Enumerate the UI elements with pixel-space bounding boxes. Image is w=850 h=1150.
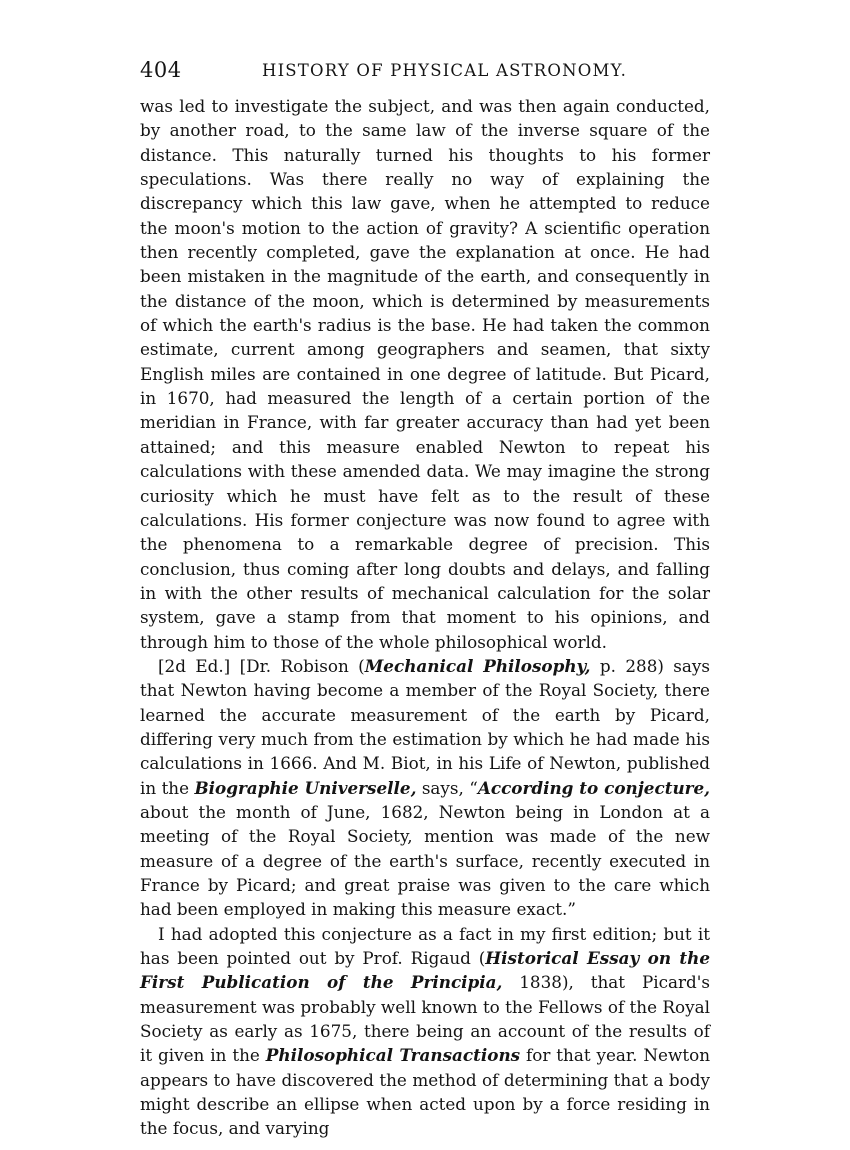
page-number: 404: [140, 58, 182, 82]
text-run: I had adopted this conjecture as a fact in my first edition; but it has been pointed out by Prof. Rigaud (: [140, 923, 710, 969]
paragraph-1: [140, 94, 710, 654]
book-title-philosophical-transactions: Philosophical Transactions: [265, 1045, 521, 1066]
book-title-biographie-universelle: Biographie Universelle,: [194, 777, 417, 798]
page-body: [140, 94, 710, 1141]
paragraph-3: [140, 922, 710, 1141]
running-title: HISTORY OF PHYSICAL ASTRONOMY.: [262, 61, 628, 80]
page-header: [140, 58, 715, 88]
text-run: [2d Ed.] [Dr. Robison (: [158, 655, 365, 676]
text-run: says, “: [416, 777, 478, 798]
text-run: was led to investigate the subject, and was then again conducted, by another road, to the same law of the inverse square of the distance. This naturally turned his thoughts to his former speculations. Was there really no way of explaining the discrepancy which this law gave, when he attempted to reduce the moon's motion to the action of gravity? A scientific operation then recently completed, gave the explanation at once. He had been mistaken in the magnitude of the earth, and consequently in the distance of the moon, which is determined by measurements of which the earth's radius is the base. He had taken the common estimate, current among geographers and seamen, that sixty English miles are contained in one degree of latitude. But Picard, in 1670, had measured the length of a certain portion of the meridian in France, with far greater accuracy than had yet been attained; and this measure enabled Newton to repeat his calculations with these amended data. We may imagine the strong curiosity which he must have felt as to the result of these calculations. His former conjecture was now found to agree with the phenomena to a remarkable degree of precision. This conclusion, thus coming after long doubts and delays, and falling in with the other results of mechanical calculation for the solar system, gave a stamp from that moment to his opinions, and through him to those of the whole philosophical world.: [140, 96, 710, 652]
text-run: about the month of June, 1682, Newton being in London at a meeting of the Royal Society, mention was made of the new measure of a degree of the earth's surface, recently executed in France by Picard; and great praise was given to the care which had been employed in making this measure exact.”: [140, 801, 710, 920]
book-title-historical-essay: Historical Essay on the First Publication of the Principia,: [140, 948, 710, 993]
book-title-mechanical-philosophy: Mechanical Philosophy,: [364, 655, 591, 676]
emphasis-according-to-conjecture: According to conjecture,: [477, 777, 711, 798]
paragraph-2: [140, 654, 710, 922]
text-run: p. 288) says that Newton having become a member of the Royal Society, there learned the accurate measurement of the earth by Picard, differing very much from the estimation by which he had made his calculations in 1666. And M. Biot, in his Life of Newton, published in the: [140, 655, 710, 798]
text-run: for that year. Newton appears to have discovered the method of determining that a body might describe an ellipse when acted upon by a force residing in the focus, and varying: [140, 1045, 710, 1139]
text-run: 1838), that Picard's measurement was probably well known to the Fellows of the Royal Society as early as 1675, there being an account of the results of it given in the: [140, 972, 710, 1066]
